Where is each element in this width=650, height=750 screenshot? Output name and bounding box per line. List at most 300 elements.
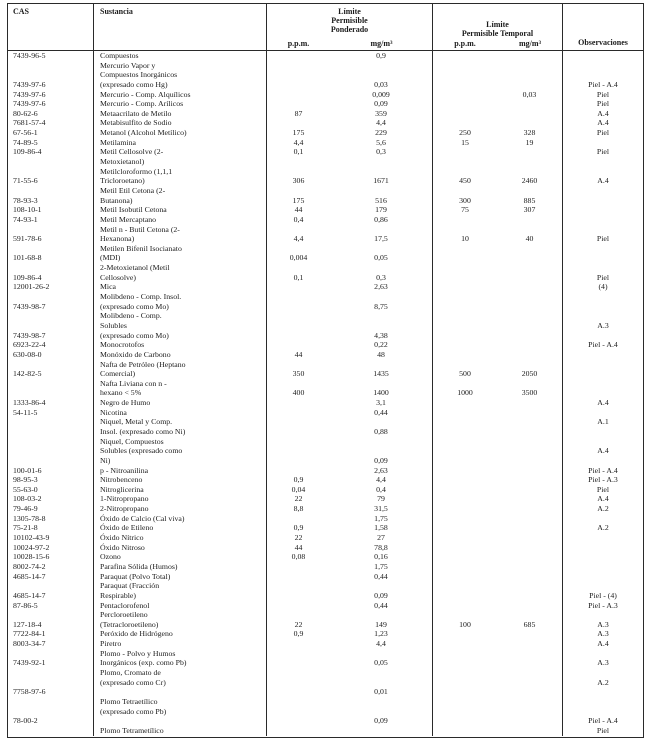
table-row [8, 601, 643, 611]
cell-ppm-temporal: 75 [461, 205, 469, 215]
cell-mg-temporal [497, 514, 563, 524]
cell-mg-temporal [497, 562, 563, 572]
cell-sustancia: (expresado como Pb) [94, 707, 267, 717]
cell-ppm-ponderado [267, 311, 330, 321]
cell-observaciones: A.2 [597, 523, 609, 533]
header-temporal-mg: mg/m³ [519, 39, 541, 48]
cell-cas [8, 697, 94, 707]
cell-ppm-ponderado [267, 446, 330, 456]
table-row [8, 658, 643, 668]
cell-mg-ponderado: 0,86 [330, 215, 433, 225]
table-row [8, 427, 643, 437]
cell-ppm-temporal [433, 417, 497, 427]
header-temporal-units [433, 39, 562, 48]
cell-ppm-temporal: 15 [461, 137, 469, 147]
cell-ppm-ponderado [267, 697, 330, 707]
cell-mg-temporal [497, 253, 563, 263]
cell-cas: 7439-92-1 [8, 658, 94, 668]
table-row [8, 514, 643, 524]
cell-mg-temporal [497, 601, 563, 611]
cell-mg-ponderado [330, 610, 433, 620]
cell-observaciones: Piel [596, 484, 610, 494]
header-limite-permisible-ponderado [267, 4, 433, 50]
cell-cas: 7439-96-5 [8, 51, 94, 61]
cell-ppm-ponderado [267, 321, 330, 331]
cell-ppm-temporal [433, 51, 497, 61]
cell-observaciones: Piel - A.3 [588, 600, 618, 610]
cell-observaciones: Piel - (4) [589, 590, 617, 600]
cell-ppm-ponderado [267, 562, 330, 572]
cell-mg-temporal [497, 572, 563, 582]
cell-sustancia: Óxido de Calcio (Cal viva) [94, 514, 267, 524]
cell-mg-temporal: 40 [497, 234, 563, 244]
cell-ppm-ponderado: 0,08 [291, 552, 306, 562]
cell-ppm-ponderado: 22 [294, 533, 303, 543]
table-row [8, 707, 643, 717]
cell-mg-temporal [497, 552, 563, 562]
cell-observaciones [563, 572, 643, 582]
cell-observaciones: A.4 [597, 494, 609, 504]
cell-ppm-temporal [433, 147, 497, 157]
table-row [8, 225, 643, 235]
table-row [8, 456, 643, 466]
cell-cas: 7439-98-7 [8, 302, 94, 312]
cell-sustancia: Metanol (Alcohol Metílico) [94, 128, 267, 138]
cell-sustancia: Paraquat (Polvo Total) [94, 572, 267, 582]
cell-ppm-ponderado: 8,8 [293, 504, 304, 514]
cell-mg-temporal [497, 80, 563, 90]
cell-sustancia: Nafta Liviana con n - [94, 379, 267, 389]
cell-cas [8, 225, 94, 235]
cell-mg-temporal [497, 543, 563, 553]
table-row [8, 234, 643, 244]
cell-mg-temporal [497, 437, 563, 447]
cell-sustancia: Parafina Sólida (Humos) [94, 562, 267, 572]
cell-cas: 12001-26-2 [8, 282, 94, 292]
cell-sustancia: Metilen Bifenil Isocianato [94, 244, 267, 254]
cell-mg-ponderado: 149 [330, 620, 433, 630]
cell-ppm-temporal [433, 282, 497, 292]
cell-mg-temporal [497, 118, 563, 128]
cell-sustancia: Óxido de Etileno [94, 523, 267, 533]
cell-sustancia: (expresado como Mo) [94, 302, 267, 312]
cell-ppm-temporal [433, 118, 497, 128]
cell-ppm-ponderado: 350 [292, 369, 305, 379]
cell-ppm-ponderado [267, 80, 330, 90]
cell-mg-temporal [497, 273, 563, 283]
table-row [8, 321, 643, 331]
cell-mg-ponderado: 0,44 [330, 601, 433, 611]
cell-mg-ponderado: 0,88 [330, 427, 433, 437]
cell-mg-ponderado [330, 437, 433, 447]
cell-mg-ponderado [330, 321, 433, 331]
cell-sustancia: (expresado como Hg) [94, 80, 267, 90]
cell-observaciones: Piel [596, 147, 610, 157]
cell-cas [8, 379, 94, 389]
header-sustancia: Sustancia [94, 4, 267, 50]
cell-mg-temporal: 328 [497, 128, 563, 138]
cell-sustancia: 2-Nitropropano [94, 504, 267, 514]
cell-mg-ponderado: 229 [330, 128, 433, 138]
cell-ppm-ponderado [267, 340, 330, 350]
cell-ppm-temporal: 500 [459, 369, 471, 379]
cell-ppm-ponderado [267, 466, 330, 476]
header-cas: CAS [8, 4, 94, 50]
cell-sustancia: Monocrotofos [94, 340, 267, 350]
cell-ppm-ponderado: 400 [292, 388, 305, 398]
cell-observaciones [563, 157, 643, 167]
cell-cas: 8002-74-2 [8, 562, 94, 572]
cell-observaciones [563, 369, 643, 379]
cell-mg-ponderado: 1435 [330, 369, 433, 379]
cell-mg-ponderado: 1,75 [330, 514, 433, 524]
cell-observaciones: (4) [598, 282, 608, 292]
cell-ppm-temporal [433, 456, 497, 466]
header-limite-permisible-temporal [433, 4, 563, 50]
cell-cas [8, 321, 94, 331]
cell-observaciones [563, 225, 643, 235]
cell-mg-ponderado: 8,75 [330, 302, 433, 312]
cell-sustancia: Metaacrilato de Metilo [94, 109, 267, 119]
header-ponderado-line3: Ponderado [330, 25, 369, 34]
cell-sustancia: Metil Cellosolve (2- [94, 147, 267, 157]
cell-sustancia: Óxido Nitroso [94, 543, 267, 553]
cell-mg-ponderado: 79 [330, 494, 433, 504]
cell-mg-temporal [497, 215, 563, 225]
cell-cas: 630-08-0 [8, 350, 94, 360]
table-row [8, 51, 643, 61]
cell-mg-temporal [497, 678, 563, 688]
cell-mg-ponderado: 0,09 [330, 99, 433, 109]
cell-cas: 78-00-2 [8, 716, 94, 726]
cell-mg-ponderado: 31,5 [330, 504, 433, 514]
cell-cas [8, 649, 94, 659]
cell-ppm-ponderado: 44 [294, 205, 303, 215]
cell-ppm-temporal [433, 697, 497, 707]
cell-ppm-temporal [433, 639, 497, 649]
cell-mg-ponderado: 179 [330, 205, 433, 215]
cell-ppm-ponderado: 87 [294, 108, 303, 118]
cell-ppm-temporal [433, 253, 497, 263]
cell-mg-ponderado: 0,009 [330, 90, 433, 100]
exposure-limits-table [7, 3, 644, 738]
cell-observaciones: A.4 [597, 118, 609, 128]
cell-cas: 98-95-3 [8, 475, 94, 485]
cell-observaciones [563, 514, 643, 524]
cell-ppm-temporal [433, 601, 497, 611]
cell-mg-ponderado: 0,16 [330, 552, 433, 562]
cell-mg-ponderado: 0,03 [330, 80, 433, 90]
cell-observaciones: A.3 [597, 629, 609, 639]
header-ponderado-mg: mg/m³ [370, 39, 393, 48]
cell-cas: 7439-97-6 [8, 90, 94, 100]
cell-mg-temporal: 2050 [497, 369, 563, 379]
cell-sustancia: Mercurio Vapor y [94, 61, 267, 71]
cell-cas [8, 388, 94, 398]
cell-mg-temporal [497, 282, 563, 292]
cell-mg-temporal [497, 99, 563, 109]
cell-mg-ponderado [330, 186, 433, 196]
cell-mg-temporal: 19 [497, 138, 563, 148]
table-row [8, 331, 643, 341]
cell-ppm-ponderado [267, 379, 330, 389]
cell-observaciones: A.2 [597, 677, 609, 687]
cell-mg-temporal: 3500 [497, 388, 563, 398]
cell-mg-ponderado: 4,4 [330, 475, 433, 485]
cell-mg-temporal [497, 456, 563, 466]
cell-ppm-ponderado [267, 427, 330, 437]
table-row [8, 109, 643, 119]
cell-cas [8, 437, 94, 447]
cell-mg-ponderado [330, 678, 433, 688]
header-ponderado-line2: Permisible [331, 16, 368, 25]
cell-mg-ponderado: 4,4 [330, 639, 433, 649]
cell-ppm-temporal: 450 [459, 176, 471, 186]
cell-observaciones: Piel - A.3 [588, 475, 618, 485]
cell-cas [8, 167, 94, 177]
cell-ppm-ponderado [267, 668, 330, 678]
cell-cas: 108-03-2 [8, 494, 94, 504]
cell-ppm-temporal: 100 [459, 619, 471, 629]
cell-observaciones: Piel [596, 128, 610, 138]
cell-ppm-ponderado: 0,1 [293, 272, 304, 282]
table-row [8, 485, 643, 495]
table-row [8, 128, 643, 138]
cell-mg-ponderado: 0,44 [330, 408, 433, 418]
table-row [8, 678, 643, 688]
table-row [8, 196, 643, 206]
cell-ppm-temporal [433, 543, 497, 553]
cell-mg-temporal [497, 379, 563, 389]
table-row [8, 417, 643, 427]
cell-ppm-temporal [433, 716, 497, 726]
cell-sustancia: Metil n - Butil Cetona (2- [94, 225, 267, 235]
cell-mg-temporal [497, 109, 563, 119]
cell-mg-ponderado: 0,3 [330, 273, 433, 283]
cell-ppm-temporal [433, 533, 497, 543]
table-row [8, 253, 643, 263]
cell-ppm-ponderado [267, 437, 330, 447]
cell-mg-temporal [497, 446, 563, 456]
table-row [8, 523, 643, 533]
cell-cas: 7681-57-4 [8, 118, 94, 128]
cell-observaciones: A.3 [597, 658, 609, 668]
cell-observaciones [563, 649, 643, 659]
cell-ppm-ponderado [267, 591, 330, 601]
cell-mg-temporal [497, 340, 563, 350]
table-row [8, 494, 643, 504]
table-row [8, 138, 643, 148]
cell-cas [8, 726, 94, 736]
cell-ppm-ponderado: 22 [294, 619, 303, 629]
cell-mg-temporal: 2460 [497, 176, 563, 186]
cell-ppm-ponderado: 22 [294, 494, 303, 504]
cell-cas: 80-62-6 [8, 109, 94, 119]
cell-sustancia: Insol. (expresado como Ni) [94, 427, 267, 437]
table-row [8, 176, 643, 186]
cell-ppm-temporal [433, 591, 497, 601]
cell-observaciones: Piel [596, 99, 610, 109]
cell-ppm-temporal [433, 427, 497, 437]
cell-observaciones: A.3 [597, 619, 609, 629]
cell-ppm-temporal [433, 408, 497, 418]
cell-sustancia: p - Nitroanilina [94, 466, 267, 476]
cell-mg-ponderado [330, 225, 433, 235]
cell-sustancia: Metilcloroformo (1,1,1 [94, 167, 267, 177]
cell-ppm-temporal [433, 225, 497, 235]
cell-ppm-temporal [433, 340, 497, 350]
cell-cas: 4685-14-7 [8, 572, 94, 582]
cell-ppm-temporal [433, 562, 497, 572]
table-row [8, 90, 643, 100]
cell-mg-ponderado [330, 379, 433, 389]
header-temporal-line2: Permisible Temporal [461, 29, 534, 38]
cell-ppm-temporal [433, 311, 497, 321]
cell-mg-ponderado: 1,58 [330, 523, 433, 533]
table-row [8, 99, 643, 109]
cell-ppm-ponderado [267, 118, 330, 128]
cell-sustancia: (MDI) [94, 253, 267, 263]
cell-cas [8, 360, 94, 370]
cell-cas [8, 61, 94, 71]
cell-ppm-temporal [433, 90, 497, 100]
cell-sustancia: Compuestos Inorgánicos [94, 70, 267, 80]
cell-observaciones: Piel [596, 272, 610, 282]
header-ponderado-ppm: p.p.m. [287, 39, 310, 48]
cell-sustancia: Molibdeno - Comp. Insol. [94, 292, 267, 302]
cell-cas [8, 678, 94, 688]
cell-cas [8, 292, 94, 302]
table-row [8, 668, 643, 678]
table-row [8, 205, 643, 215]
cell-ppm-temporal: 300 [459, 195, 471, 205]
cell-cas: 74-89-5 [8, 138, 94, 148]
table-header-row [8, 4, 643, 51]
cell-mg-temporal [497, 504, 563, 514]
table-row [8, 533, 643, 543]
table-row [8, 697, 643, 707]
cell-ppm-ponderado: 175 [292, 195, 305, 205]
cell-observaciones: Piel [596, 89, 610, 99]
cell-observaciones [563, 697, 643, 707]
cell-cas: 591-78-6 [8, 234, 94, 244]
cell-ppm-temporal [433, 523, 497, 533]
cell-mg-temporal [497, 649, 563, 659]
cell-ppm-ponderado: 0,4 [293, 214, 304, 224]
cell-sustancia: Nafta de Petróleo (Heptano [94, 360, 267, 370]
cell-sustancia: Piretro [94, 639, 267, 649]
cell-ppm-temporal [433, 581, 497, 591]
cell-ppm-temporal [433, 167, 497, 177]
cell-mg-temporal [497, 225, 563, 235]
cell-sustancia: Metil Isobutil Cetona [94, 205, 267, 215]
table-row [8, 186, 643, 196]
cell-mg-temporal [497, 697, 563, 707]
cell-cas [8, 610, 94, 620]
cell-ppm-ponderado [267, 360, 330, 370]
cell-sustancia: Plomo, Cromato de [94, 668, 267, 678]
cell-cas: 1305-78-8 [8, 514, 94, 524]
cell-sustancia: hexano < 5% [94, 388, 267, 398]
cell-mg-temporal [497, 292, 563, 302]
cell-ppm-ponderado: 0,04 [291, 484, 306, 494]
cell-cas: 100-01-6 [8, 466, 94, 476]
table-row [8, 244, 643, 254]
cell-sustancia: Nitroglicerina [94, 485, 267, 495]
header-temporal-ppm: p.p.m. [454, 39, 476, 48]
cell-observaciones [563, 427, 643, 437]
cell-ppm-temporal [433, 244, 497, 254]
table-row [8, 466, 643, 476]
cell-cas: 1333-86-4 [8, 398, 94, 408]
cell-mg-temporal [497, 533, 563, 543]
cell-ppm-ponderado [267, 649, 330, 659]
cell-mg-temporal [497, 427, 563, 437]
cell-sustancia: (expresado como Cr) [94, 678, 267, 688]
cell-observaciones [563, 253, 643, 263]
table-row [8, 581, 643, 591]
cell-sustancia: Metil Mercaptano [94, 215, 267, 225]
cell-cas [8, 70, 94, 80]
table-row [8, 311, 643, 321]
cell-ppm-temporal [433, 157, 497, 167]
table-row [8, 379, 643, 389]
cell-mg-temporal [497, 61, 563, 71]
cell-ppm-temporal [433, 263, 497, 273]
cell-observaciones: A.4 [597, 639, 609, 649]
cell-mg-temporal: 885 [497, 196, 563, 206]
cell-observaciones: A.3 [597, 320, 609, 330]
cell-mg-ponderado [330, 157, 433, 167]
cell-ppm-ponderado [267, 292, 330, 302]
cell-cas [8, 456, 94, 466]
cell-mg-temporal [497, 350, 563, 360]
cell-cas [8, 446, 94, 456]
cell-ppm-ponderado: 0,9 [293, 523, 304, 533]
table-row [8, 61, 643, 71]
cell-ppm-ponderado [267, 678, 330, 688]
cell-sustancia: (expresado como Mo) [94, 331, 267, 341]
cell-observaciones [563, 263, 643, 273]
cell-observaciones [563, 70, 643, 80]
cell-mg-temporal [497, 302, 563, 312]
cell-mg-temporal: 307 [497, 205, 563, 215]
cell-observaciones [563, 610, 643, 620]
cell-cas: 101-68-8 [8, 253, 94, 263]
cell-cas: 78-93-3 [8, 196, 94, 206]
cell-mg-temporal [497, 186, 563, 196]
cell-ppm-temporal [433, 504, 497, 514]
cell-observaciones: Piel - A.4 [588, 79, 618, 89]
cell-mg-ponderado: 0,05 [330, 658, 433, 668]
cell-mg-ponderado [330, 668, 433, 678]
cell-observaciones: Piel - A.4 [588, 716, 618, 726]
cell-mg-ponderado [330, 446, 433, 456]
table-row [8, 273, 643, 283]
cell-ppm-ponderado [267, 726, 330, 736]
cell-mg-ponderado: 0,05 [330, 253, 433, 263]
cell-mg-ponderado [330, 263, 433, 273]
cell-mg-temporal [497, 610, 563, 620]
cell-ppm-ponderado: 4,4 [293, 234, 304, 244]
cell-ppm-ponderado: 0,1 [293, 147, 304, 157]
cell-mg-ponderado [330, 726, 433, 736]
cell-cas: 142-82-5 [8, 369, 94, 379]
table-row [8, 504, 643, 514]
header-temporal-line1: Límite [486, 20, 509, 29]
cell-mg-temporal [497, 658, 563, 668]
cell-ppm-ponderado [267, 408, 330, 418]
